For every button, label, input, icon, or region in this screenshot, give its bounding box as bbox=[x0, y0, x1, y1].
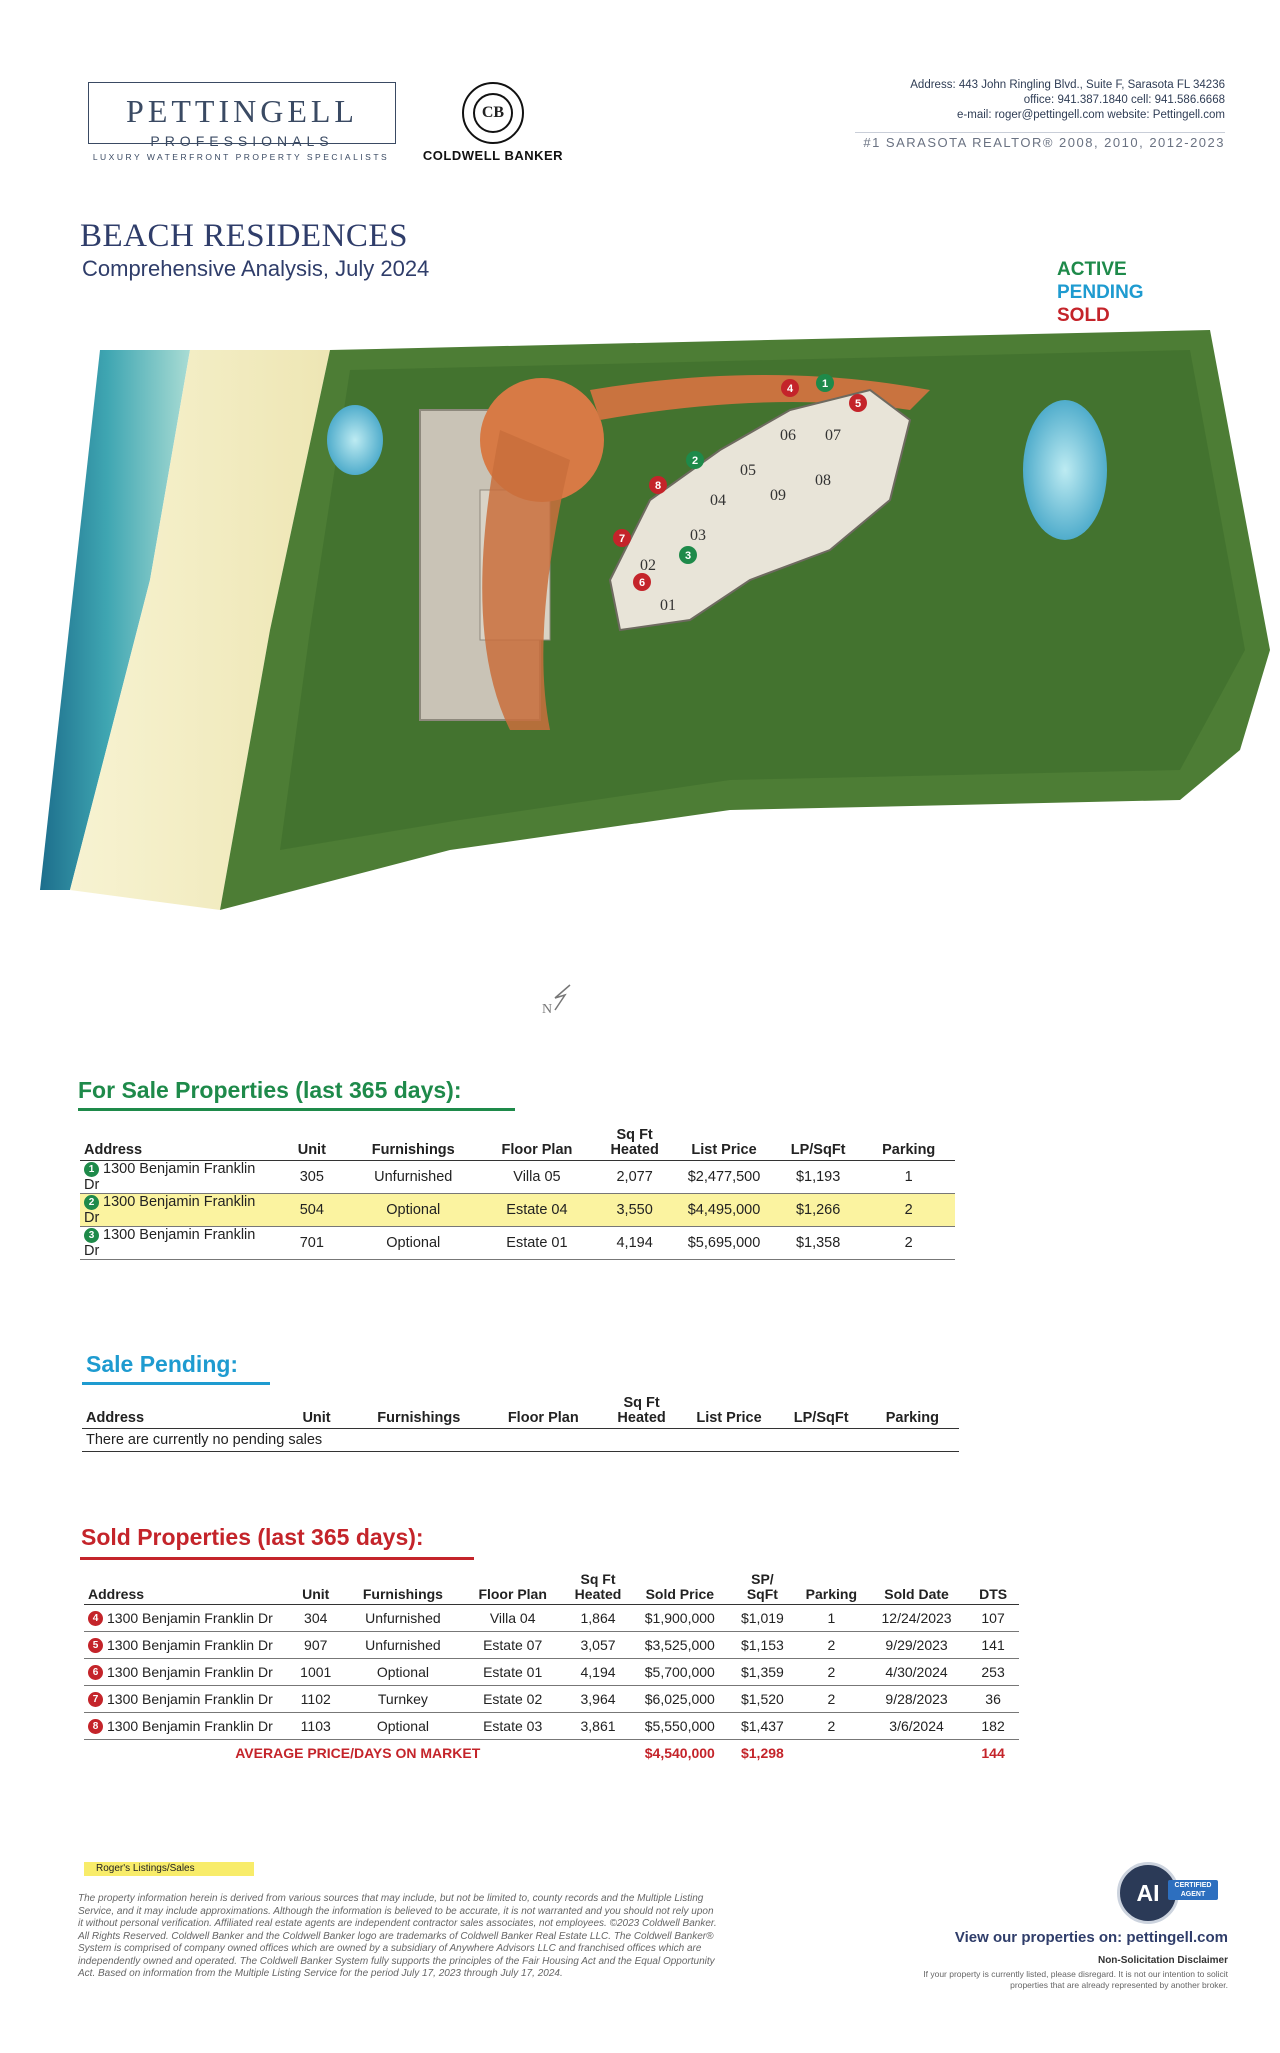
table-row bbox=[80, 1194, 955, 1227]
col-sqft: Sq Ft Heated bbox=[565, 1572, 632, 1605]
cell-sqft: 2,077 bbox=[595, 1161, 674, 1194]
cell-floor-plan: Villa 04 bbox=[461, 1605, 565, 1632]
cb-monogram: CB bbox=[473, 93, 513, 133]
average-label: AVERAGE PRICE/DAYS ON MARKET bbox=[235, 1745, 481, 1761]
cell-sqft: 1,864 bbox=[565, 1605, 632, 1632]
cell-price: $5,700,000 bbox=[632, 1659, 729, 1686]
cell-address: 1300 Benjamin Franklin Dr bbox=[107, 1636, 273, 1653]
table-row bbox=[84, 1713, 1019, 1740]
col-address: Address bbox=[80, 1128, 276, 1161]
svg-text:6: 6 bbox=[638, 577, 646, 589]
col-sold-price: Sold Price bbox=[632, 1572, 729, 1605]
cell-price: $1,900,000 bbox=[632, 1605, 729, 1632]
logo-tagline: LUXURY WATERFRONT PROPERTY SPECIALISTS bbox=[92, 152, 390, 162]
cell-unit: 305 bbox=[276, 1161, 348, 1194]
col-unit: Unit bbox=[280, 1396, 353, 1429]
cell-sqft: 3,861 bbox=[565, 1713, 632, 1740]
ai-certified-label: CERTIFIED AGENT bbox=[1168, 1880, 1218, 1900]
unit-label-05: 05 bbox=[740, 462, 756, 479]
unit-label-07: 07 bbox=[825, 427, 841, 444]
col-unit: Unit bbox=[286, 1572, 345, 1605]
east-pool bbox=[1023, 400, 1107, 540]
coldwell-banker-name: COLDWELL BANKER bbox=[422, 148, 564, 163]
table-row bbox=[84, 1605, 1019, 1632]
col-parking: Parking bbox=[862, 1128, 955, 1161]
cell-psf: $1,520 bbox=[728, 1686, 797, 1713]
col-sqft: Sq Ft Heated bbox=[602, 1396, 682, 1429]
unit-label-08: 08 bbox=[815, 472, 831, 489]
svg-text:N: N bbox=[542, 1002, 553, 1017]
page-subtitle: Comprehensive Analysis, July 2024 bbox=[82, 256, 430, 281]
cell-furnishings: Unfurnished bbox=[345, 1632, 461, 1659]
cell-date: 3/6/2024 bbox=[866, 1713, 967, 1740]
cell-dts: 182 bbox=[967, 1713, 1019, 1740]
cell-furnishings: Optional bbox=[348, 1194, 479, 1227]
pettingell-logo bbox=[88, 82, 396, 149]
table-row bbox=[80, 1161, 955, 1194]
cell-floor-plan: Estate 04 bbox=[479, 1194, 595, 1227]
contact-block bbox=[910, 78, 1225, 123]
site-plan-map bbox=[30, 330, 1270, 1030]
cell-address: 1300 Benjamin Franklin Dr bbox=[107, 1690, 273, 1707]
marker-icon: 7 bbox=[88, 1692, 103, 1707]
cell-floor-plan: Estate 01 bbox=[461, 1659, 565, 1686]
col-sp-sqft: SP/ SqFt bbox=[728, 1572, 797, 1605]
col-lp-sqft: LP/SqFt bbox=[777, 1396, 866, 1429]
for-sale-rule bbox=[78, 1108, 515, 1111]
cell-parking: 1 bbox=[862, 1161, 955, 1194]
rogers-listings-label: Roger's Listings/Sales bbox=[84, 1862, 254, 1876]
cell-psf: $1,437 bbox=[728, 1713, 797, 1740]
col-parking: Parking bbox=[866, 1396, 959, 1429]
average-psf: $1,298 bbox=[740, 1745, 784, 1761]
cell-price: $5,550,000 bbox=[632, 1713, 729, 1740]
cell-furnishings: Unfurnished bbox=[348, 1161, 479, 1194]
unit-label-03: 03 bbox=[690, 527, 706, 544]
col-dts: DTS bbox=[967, 1572, 1019, 1605]
unit-label-02: 02 bbox=[640, 557, 656, 574]
col-furnishings: Furnishings bbox=[353, 1396, 485, 1429]
cell-date: 12/24/2023 bbox=[866, 1605, 967, 1632]
col-lp-sqft: LP/SqFt bbox=[774, 1128, 863, 1161]
col-sqft: Sq Ft Heated bbox=[595, 1128, 674, 1161]
cell-unit: 1001 bbox=[286, 1659, 345, 1686]
pending-rule bbox=[82, 1382, 270, 1385]
cell-furnishings: Turnkey bbox=[345, 1686, 461, 1713]
cell-floor-plan: Estate 03 bbox=[461, 1713, 565, 1740]
for-sale-header-row bbox=[80, 1128, 955, 1161]
col-address: Address bbox=[82, 1396, 280, 1429]
cell-address: 1300 Benjamin Franklin Dr bbox=[107, 1663, 273, 1680]
cell-psf: $1,266 bbox=[774, 1194, 863, 1227]
cell-parking: 2 bbox=[797, 1632, 866, 1659]
west-pool bbox=[327, 405, 383, 475]
cell-dts: 141 bbox=[967, 1632, 1019, 1659]
cell-price: $2,477,500 bbox=[674, 1161, 774, 1194]
marker-icon: 8 bbox=[88, 1719, 103, 1734]
legend-pending: PENDING bbox=[1057, 282, 1144, 303]
legend-sold: SOLD bbox=[1057, 305, 1110, 326]
unit-label-04: 04 bbox=[710, 492, 726, 509]
unit-label-06: 06 bbox=[780, 427, 796, 444]
cell-unit: 701 bbox=[276, 1227, 348, 1260]
cell-furnishings: Unfurnished bbox=[345, 1605, 461, 1632]
sold-heading: Sold Properties (last 365 days): bbox=[81, 1524, 424, 1550]
col-furnishings: Furnishings bbox=[348, 1128, 479, 1161]
coldwell-banker-logo-icon bbox=[462, 82, 524, 144]
table-row bbox=[80, 1227, 955, 1260]
table-row bbox=[84, 1632, 1019, 1659]
cell-unit: 1103 bbox=[286, 1713, 345, 1740]
north-arrow-icon bbox=[542, 985, 570, 1017]
col-address: Address bbox=[84, 1572, 286, 1605]
table-row bbox=[84, 1686, 1019, 1713]
col-floor-plan: Floor Plan bbox=[485, 1396, 602, 1429]
contact-divider bbox=[855, 132, 1225, 133]
unit-label-01: 01 bbox=[660, 597, 676, 614]
marker-icon: 5 bbox=[88, 1638, 103, 1653]
cell-parking: 1 bbox=[797, 1605, 866, 1632]
cell-floor-plan: Villa 05 bbox=[479, 1161, 595, 1194]
cell-dts: 107 bbox=[967, 1605, 1019, 1632]
non-solicitation-title: Non-Solicitation Disclaimer bbox=[1097, 1955, 1228, 1966]
unit-label-09: 09 bbox=[770, 487, 786, 504]
ai-certified-badge-icon: AI bbox=[1117, 1862, 1179, 1924]
cell-furnishings: Optional bbox=[345, 1713, 461, 1740]
cell-psf: $1,153 bbox=[728, 1632, 797, 1659]
cell-price: $5,695,000 bbox=[674, 1227, 774, 1260]
for-sale-table bbox=[80, 1128, 955, 1260]
cell-sqft: 3,964 bbox=[565, 1686, 632, 1713]
cell-furnishings: Optional bbox=[345, 1659, 461, 1686]
cell-dts: 36 bbox=[967, 1686, 1019, 1713]
marker-icon: 4 bbox=[88, 1611, 103, 1626]
svg-text:7: 7 bbox=[618, 533, 626, 545]
marker-icon: 2 bbox=[84, 1195, 99, 1210]
cell-floor-plan: Estate 02 bbox=[461, 1686, 565, 1713]
pending-header-row bbox=[82, 1396, 959, 1429]
average-row bbox=[84, 1740, 1019, 1767]
cell-sqft: 4,194 bbox=[565, 1659, 632, 1686]
cell-address: 1300 Benjamin Franklin Dr bbox=[107, 1609, 273, 1626]
svg-text:3: 3 bbox=[684, 550, 692, 562]
cell-furnishings: Optional bbox=[348, 1227, 479, 1260]
realtor-tagline: #1 SARASOTA REALTOR® 2008, 2010, 2012-2023 bbox=[863, 135, 1225, 150]
cell-sqft: 4,194 bbox=[595, 1227, 674, 1260]
sold-rule bbox=[80, 1557, 474, 1560]
pending-heading: Sale Pending: bbox=[86, 1351, 239, 1377]
sold-header-row bbox=[84, 1572, 1019, 1605]
legal-disclaimer: The property information herein is derived from various sources that may include, but not be limited to, county records and the Multiple Listing Service, and it may include approximations. Although the information is believed to be accurate, it is not warranted and you should not rely upon it without personal verification. Affiliated real estate agents are independent contractor sales associates, not employees. ©2023 Coldwell Banker. All Rights Reserved. Coldwell Banker and the Coldwell Banker logo are trademarks of Coldwell Banker Real Estate LLC. The Coldwell Banker® System is comprised of company owned offices which are owned by a subsidiary of Anywhere Advisors LLC and franchised offices which are independently owned and operated. The Coldwell Banker System fully supports the principles of the Fair Housing Act and the Equal Opportunity Act. Based on information from the Multiple Listing Service for the period July 17, 2023 through July 17, 2024. bbox=[78, 1893, 717, 1979]
cell-sqft: 3,550 bbox=[595, 1194, 674, 1227]
cell-price: $3,525,000 bbox=[632, 1632, 729, 1659]
cell-psf: $1,359 bbox=[728, 1659, 797, 1686]
cell-parking: 2 bbox=[797, 1686, 866, 1713]
cell-price: $4,495,000 bbox=[674, 1194, 774, 1227]
cell-parking: 2 bbox=[862, 1194, 955, 1227]
cell-psf: $1,193 bbox=[774, 1161, 863, 1194]
col-furnishings: Furnishings bbox=[345, 1572, 461, 1605]
col-list-price: List Price bbox=[681, 1396, 776, 1429]
cell-address: 1300 Benjamin Franklin Dr bbox=[107, 1717, 273, 1734]
cell-address: 1300 Benjamin Franklin Dr bbox=[84, 1227, 256, 1259]
cell-unit: 304 bbox=[286, 1605, 345, 1632]
no-pending-text: There are currently no pending sales bbox=[82, 1429, 959, 1452]
cell-date: 9/28/2023 bbox=[866, 1686, 967, 1713]
pending-table bbox=[82, 1396, 959, 1452]
cell-price: $6,025,000 bbox=[632, 1686, 729, 1713]
sold-table bbox=[84, 1572, 1019, 1766]
cell-unit: 504 bbox=[276, 1194, 348, 1227]
col-unit: Unit bbox=[276, 1128, 348, 1161]
table-row bbox=[82, 1429, 959, 1452]
svg-text:8: 8 bbox=[654, 480, 662, 492]
cell-unit: 1102 bbox=[286, 1686, 345, 1713]
cell-sqft: 3,057 bbox=[565, 1632, 632, 1659]
cell-psf: $1,019 bbox=[728, 1605, 797, 1632]
status-legend bbox=[1057, 258, 1144, 327]
cell-floor-plan: Estate 01 bbox=[479, 1227, 595, 1260]
marker-icon: 6 bbox=[88, 1665, 103, 1680]
average-dts: 144 bbox=[981, 1745, 1005, 1761]
col-parking: Parking bbox=[797, 1572, 866, 1605]
cell-date: 9/29/2023 bbox=[866, 1632, 967, 1659]
svg-text:5: 5 bbox=[854, 398, 862, 410]
cell-address: 1300 Benjamin Franklin Dr bbox=[84, 1194, 256, 1226]
logo-sub-text: PROFESSIONALS bbox=[150, 133, 334, 149]
legend-active: ACTIVE bbox=[1057, 259, 1127, 280]
cell-parking: 2 bbox=[862, 1227, 955, 1260]
average-price: $4,540,000 bbox=[644, 1745, 715, 1761]
for-sale-heading: For Sale Properties (last 365 days): bbox=[78, 1077, 462, 1103]
svg-text:1: 1 bbox=[821, 378, 829, 390]
col-floor-plan: Floor Plan bbox=[461, 1572, 565, 1605]
page-title: BEACH RESIDENCES bbox=[80, 218, 408, 254]
cell-psf: $1,358 bbox=[774, 1227, 863, 1260]
cell-address: 1300 Benjamin Franklin Dr bbox=[84, 1161, 256, 1193]
non-solicitation-text: If your property is currently listed, please disregard. It is not our intention to solicit properties that are already represented by another broker. bbox=[923, 1969, 1228, 1990]
cell-parking: 2 bbox=[797, 1659, 866, 1686]
contact-email-website[interactable]: e-mail: roger@pettingell.com website: Pettingell.com bbox=[957, 109, 1225, 121]
marker-icon: 1 bbox=[84, 1162, 99, 1177]
cell-dts: 253 bbox=[967, 1659, 1019, 1686]
col-list-price: List Price bbox=[674, 1128, 774, 1161]
view-properties-link[interactable]: View our properties on: pettingell.com bbox=[954, 1929, 1228, 1946]
cell-parking: 2 bbox=[797, 1713, 866, 1740]
contact-phones: office: 941.387.1840 cell: 941.586.6668 bbox=[1023, 94, 1225, 106]
col-floor-plan: Floor Plan bbox=[479, 1128, 595, 1161]
logo-main-text: PETTINGELL bbox=[126, 93, 358, 129]
cell-floor-plan: Estate 07 bbox=[461, 1632, 565, 1659]
cell-date: 4/30/2024 bbox=[866, 1659, 967, 1686]
contact-address: Address: 443 John Ringling Blvd., Suite F, Sarasota FL 34236 bbox=[910, 79, 1225, 91]
cell-unit: 907 bbox=[286, 1632, 345, 1659]
table-row bbox=[84, 1659, 1019, 1686]
col-sold-date: Sold Date bbox=[866, 1572, 967, 1605]
svg-text:4: 4 bbox=[786, 383, 794, 395]
marker-icon: 3 bbox=[84, 1228, 99, 1243]
svg-text:2: 2 bbox=[691, 455, 699, 467]
